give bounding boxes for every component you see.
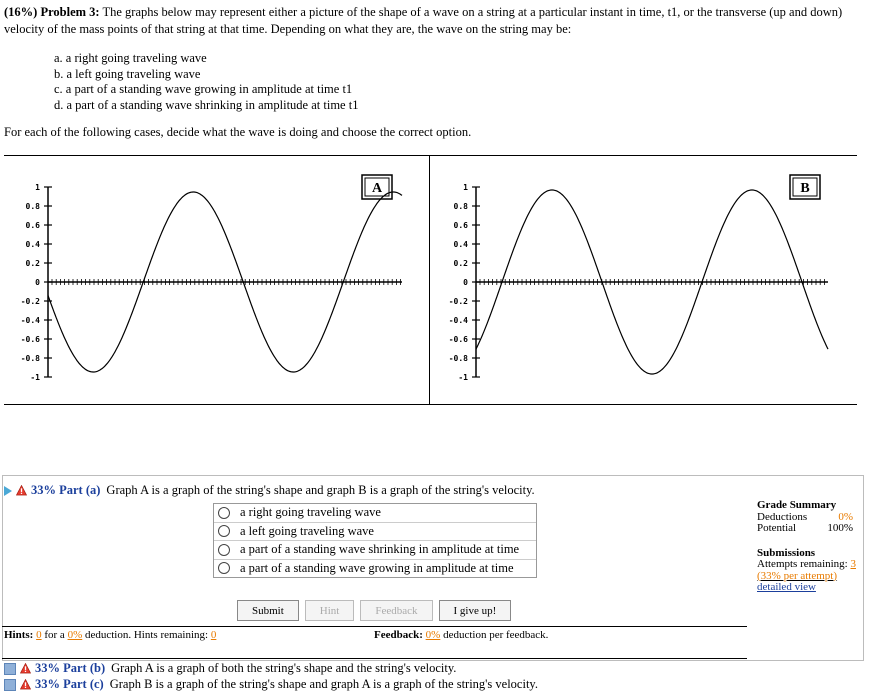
attempts-value: 3	[850, 558, 856, 570]
detailed-view-link[interactable]: detailed view	[757, 581, 816, 593]
prompt-text: For each of the following cases, decide what the wave is doing and choose the correct option.	[4, 125, 472, 139]
choice-list	[54, 51, 358, 113]
y-tick-label: -0.6	[448, 335, 468, 344]
part-a-text: Graph A is a graph of the string's shape and graph B is a graph of the string's velocity.	[106, 483, 535, 497]
feedback-button[interactable]: Feedback	[360, 600, 432, 621]
choice-item: c. a part of a standing wave growing in amplitude at time t1	[54, 82, 353, 96]
deductions-label: Deductions	[757, 510, 808, 523]
part-b-header[interactable]	[4, 661, 456, 676]
collapsed-square-icon[interactable]	[4, 679, 16, 691]
warning-icon	[16, 485, 27, 496]
y-tick-label: -0.6	[20, 335, 40, 344]
choice-item: d. a part of a standing wave shrinking in amplitude at time t1	[54, 97, 359, 112]
problem-text: The graphs below may represent either a picture of the shape of a wave on a string at a particular instant in time, t1, or the transverse (up and down) velocity of the mass points of that string at that time. Depending on what they are, the wave on the string may be:	[4, 5, 843, 36]
problem-label: Problem 3:	[40, 5, 100, 19]
y-tick-label: -1	[458, 373, 468, 382]
attempts-label: Attempts remaining:	[757, 558, 848, 570]
y-tick-label: -0.4	[448, 316, 468, 325]
graph-a-label: A	[371, 181, 383, 196]
deductions-value: 0%	[838, 510, 853, 523]
hint-button[interactable]: Hint	[305, 600, 355, 621]
choice-item: a. a right going traveling wave	[54, 51, 207, 65]
feedback-pct: 0%	[425, 629, 441, 641]
graph-a	[4, 156, 430, 404]
feedback-info	[374, 629, 548, 641]
radio-button[interactable]	[218, 544, 230, 556]
answer-option-label: a left going traveling wave	[240, 523, 374, 538]
answer-option[interactable]	[214, 522, 536, 541]
submissions-title: Submissions	[757, 546, 816, 559]
hints-deduction: deduction. Hints remaining:	[84, 629, 209, 641]
feedback-label: Feedback:	[374, 629, 423, 641]
y-tick-label: -1	[30, 373, 40, 382]
answer-option[interactable]	[214, 540, 536, 559]
part-c-header[interactable]	[4, 677, 538, 692]
y-tick-label: -0.4	[20, 316, 40, 325]
part-c-text: Graph B is a graph of the string's shape and graph A is a graph of the string's velocity.	[109, 677, 538, 691]
problem-statement	[4, 4, 864, 38]
grade-summary-title: Grade Summary	[757, 499, 837, 511]
warning-icon	[20, 663, 31, 674]
potential-label: Potential	[757, 522, 797, 534]
y-tick-label: 1	[463, 183, 468, 192]
graph-b-label: B	[800, 181, 810, 196]
y-tick-label: -0.8	[20, 354, 40, 363]
y-tick-label: -0.2	[448, 297, 468, 306]
graphs-panel	[4, 155, 857, 405]
answer-option-label: a part of a standing wave shrinking in amplitude at time	[240, 542, 520, 557]
y-tick-label: 0.8	[453, 202, 468, 211]
radio-button[interactable]	[218, 562, 230, 574]
answer-option-label: a part of a standing wave growing in amplitude at time	[240, 560, 514, 575]
grade-summary	[757, 500, 856, 594]
answer-option[interactable]	[214, 504, 536, 522]
expand-arrow-icon[interactable]	[4, 486, 12, 496]
hints-label: Hints:	[4, 629, 34, 641]
y-tick-label: -0.2	[20, 297, 40, 306]
submit-button[interactable]: Submit	[237, 600, 299, 621]
radio-button[interactable]	[218, 507, 230, 519]
y-tick-label: 0.4	[453, 240, 468, 249]
y-tick-label: 0.6	[453, 221, 468, 230]
y-tick-label: 0.2	[25, 259, 40, 268]
y-tick-label: 0.2	[453, 259, 468, 268]
hints-pct: 0%	[67, 629, 83, 641]
y-tick-label: 0.6	[25, 221, 40, 230]
part-b-percent: 33% Part (b)	[35, 661, 106, 675]
answer-option-label: a right going traveling wave	[240, 505, 381, 520]
y-tick-label: 0.4	[25, 240, 40, 249]
y-tick-label: 0	[35, 278, 40, 287]
hints-remaining: 0	[210, 629, 217, 641]
collapsed-square-icon[interactable]	[4, 663, 16, 675]
answer-option[interactable]	[214, 559, 536, 578]
graph-b	[430, 156, 857, 404]
answer-options	[213, 503, 537, 578]
choice-item: b. a left going traveling wave	[54, 66, 201, 81]
radio-button[interactable]	[218, 525, 230, 537]
y-tick-label: 0.8	[25, 202, 40, 211]
part-b-text: Graph A is a graph of both the string's shape and the string's velocity.	[111, 661, 457, 675]
part-c-percent: 33% Part (c)	[35, 677, 104, 691]
give-up-button[interactable]: I give up!	[439, 600, 512, 621]
potential-value: 100%	[827, 522, 853, 534]
y-tick-label: 1	[35, 183, 40, 192]
hints-count: 0	[36, 629, 42, 641]
problem-percent: (16%)	[4, 5, 38, 19]
warning-icon	[20, 679, 31, 690]
hints-info	[4, 629, 216, 641]
per-attempt-text: (33% per attempt)	[757, 569, 838, 582]
y-tick-label: -0.8	[448, 354, 468, 363]
hint-feedback-bar	[2, 626, 747, 659]
y-tick-label: 0	[463, 278, 468, 287]
feedback-text: deduction per feedback.	[443, 629, 549, 641]
hints-for-a: for a	[44, 629, 65, 641]
button-row	[237, 600, 511, 621]
part-a-header[interactable]	[4, 483, 535, 498]
part-a-percent: 33% Part (a)	[31, 483, 101, 497]
